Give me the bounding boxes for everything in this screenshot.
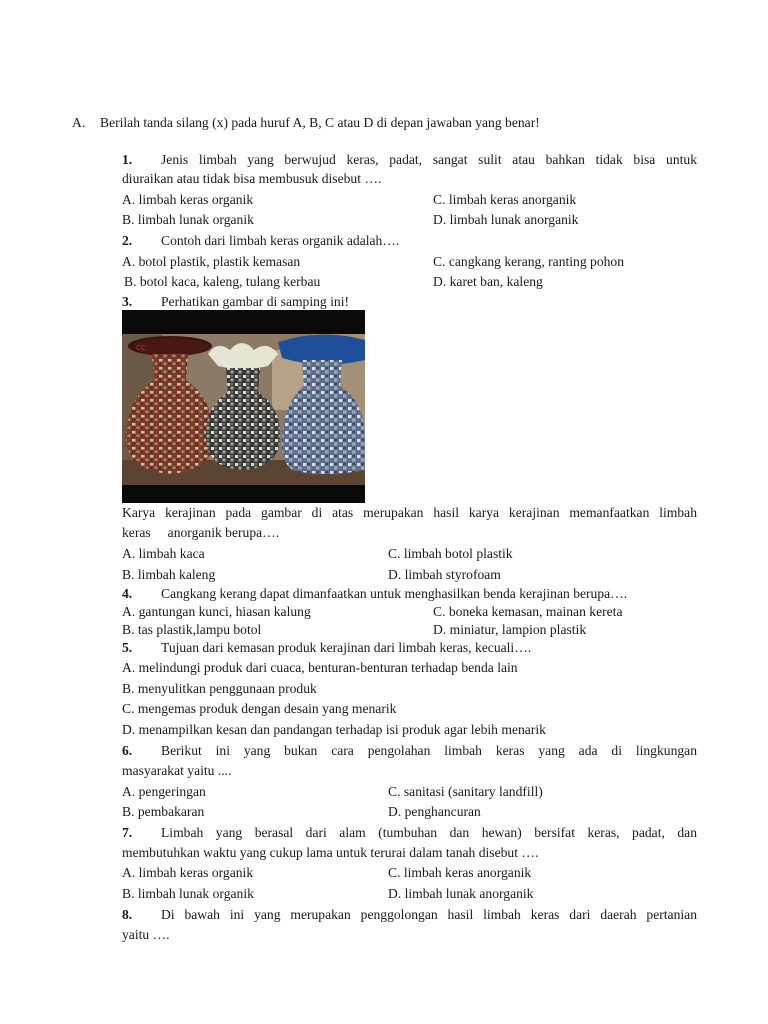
question-6-option-b[interactable]: B. pembakaran xyxy=(122,804,205,819)
question-7-option-b[interactable]: B. limbah lunak organik xyxy=(122,886,254,901)
question-3-number: 3. xyxy=(122,294,133,309)
question-4-option-a[interactable]: A. gantungan kunci, hiasan kalung xyxy=(122,604,311,619)
question-1-option-c[interactable]: C. limbah keras anorganik xyxy=(433,192,577,207)
question-1-text: Jenis limbah yang berwujud keras, padat, sangat sulit atau bahkan tidak bisa untuk xyxy=(161,152,697,167)
question-4-option-b[interactable]: B. tas plastik,lampu botol xyxy=(122,622,262,637)
question-4-option-d[interactable]: D. miniatur, lampion plastik xyxy=(433,622,587,637)
question-7-text-cont: membutuhkan waktu yang cukup lama untuk terurai dalam tanah disebut …. xyxy=(122,845,539,860)
question-6-option-a[interactable]: A. pengeringan xyxy=(122,784,206,799)
question-1-option-b[interactable]: B. limbah lunak organik xyxy=(122,212,254,227)
question-5-option-c[interactable]: C. mengemas produk dengan desain yang menarik xyxy=(122,701,397,716)
question-6-option-c[interactable]: C. sanitasi (sanitary landfill) xyxy=(388,784,543,799)
question-3-text: Perhatikan gambar di samping ini! xyxy=(161,294,350,309)
question-3-option-d[interactable]: D. limbah styrofoam xyxy=(388,567,501,582)
question-4-option-c[interactable]: C. boneka kemasan, mainan kereta xyxy=(433,604,623,619)
mosaic-vases-photo xyxy=(122,310,365,503)
question-4-number: 4. xyxy=(122,586,133,601)
question-2-option-d[interactable]: D. karet ban, kaleng xyxy=(433,274,543,289)
question-4-text: Cangkang kerang dapat dimanfaatkan untuk menghasilkan benda kerajinan berupa…. xyxy=(161,586,628,601)
question-7-option-c[interactable]: C. limbah keras anorganik xyxy=(388,865,532,880)
question-8-text-cont: yaitu …. xyxy=(122,927,170,942)
question-5-option-d[interactable]: D. menampilkan kesan dan pandangan terhadap isi produk agar lebih menarik xyxy=(122,722,546,737)
question-2-number: 2. xyxy=(122,233,133,248)
question-5-option-a[interactable]: A. melindungi produk dari cuaca, benturan-benturan terhadap benda lain xyxy=(122,660,518,675)
question-7-text: Limbah yang berasal dari alam (tumbuhan dan hewan) bersifat keras, padat, dan xyxy=(161,825,697,840)
question-5-number: 5. xyxy=(122,640,133,655)
question-8-text: Di bawah ini yang merupakan penggolongan hasil limbah keras dari daerah pertanian xyxy=(161,907,697,922)
question-8-number: 8. xyxy=(122,907,133,922)
question-6-text: Berikut ini yang bukan cara pengolahan limbah keras yang ada di lingkungan xyxy=(161,743,697,758)
photo-logo: CC xyxy=(136,344,146,352)
question-2-option-a[interactable]: A. botol plastik, plastik kemasan xyxy=(122,254,301,269)
question-3-option-a[interactable]: A. limbah kaca xyxy=(122,546,205,561)
question-1-option-d[interactable]: D. limbah lunak anorganik xyxy=(433,212,579,227)
question-7-number: 7. xyxy=(122,825,133,840)
question-6-option-d[interactable]: D. penghancuran xyxy=(388,804,481,819)
question-3-description-cont: keras anorganik berupa…. xyxy=(122,525,280,540)
question-2-option-b[interactable]: B. botol kaca, kaleng, tulang kerbau xyxy=(124,274,321,289)
question-7-option-a[interactable]: A. limbah keras organik xyxy=(122,865,254,880)
question-5-option-b[interactable]: B. menyulitkan penggunaan produk xyxy=(122,681,317,696)
question-2-text: Contoh dari limbah keras organik adalah…. xyxy=(161,233,400,248)
question-7-option-d[interactable]: D. limbah lunak anorganik xyxy=(388,886,534,901)
question-6-number: 6. xyxy=(122,743,133,758)
question-5-text: Tujuan dari kemasan produk kerajinan dari limbah keras, kecuali…. xyxy=(161,640,532,655)
question-2-option-c[interactable]: C. cangkang kerang, ranting pohon xyxy=(433,254,625,269)
section-letter: A. xyxy=(72,115,86,130)
question-1-text-cont: diuraikan atau tidak bisa membusuk disebut …. xyxy=(122,171,382,186)
question-1-number: 1. xyxy=(122,152,133,167)
question-1-option-a[interactable]: A. limbah keras organik xyxy=(122,192,254,207)
question-3-option-c[interactable]: C. limbah botol plastik xyxy=(388,546,513,561)
question-3-option-b[interactable]: B. limbah kaleng xyxy=(122,567,216,582)
question-6-text-cont: masyarakat yaitu .... xyxy=(122,763,232,778)
section-instruction: Berilah tanda silang (x) pada huruf A, B, C atau D di depan jawaban yang benar! xyxy=(100,115,540,130)
question-3-description: Karya kerajinan pada gambar di atas merupakan hasil karya kerajinan memanfaatkan limbah xyxy=(122,505,697,520)
